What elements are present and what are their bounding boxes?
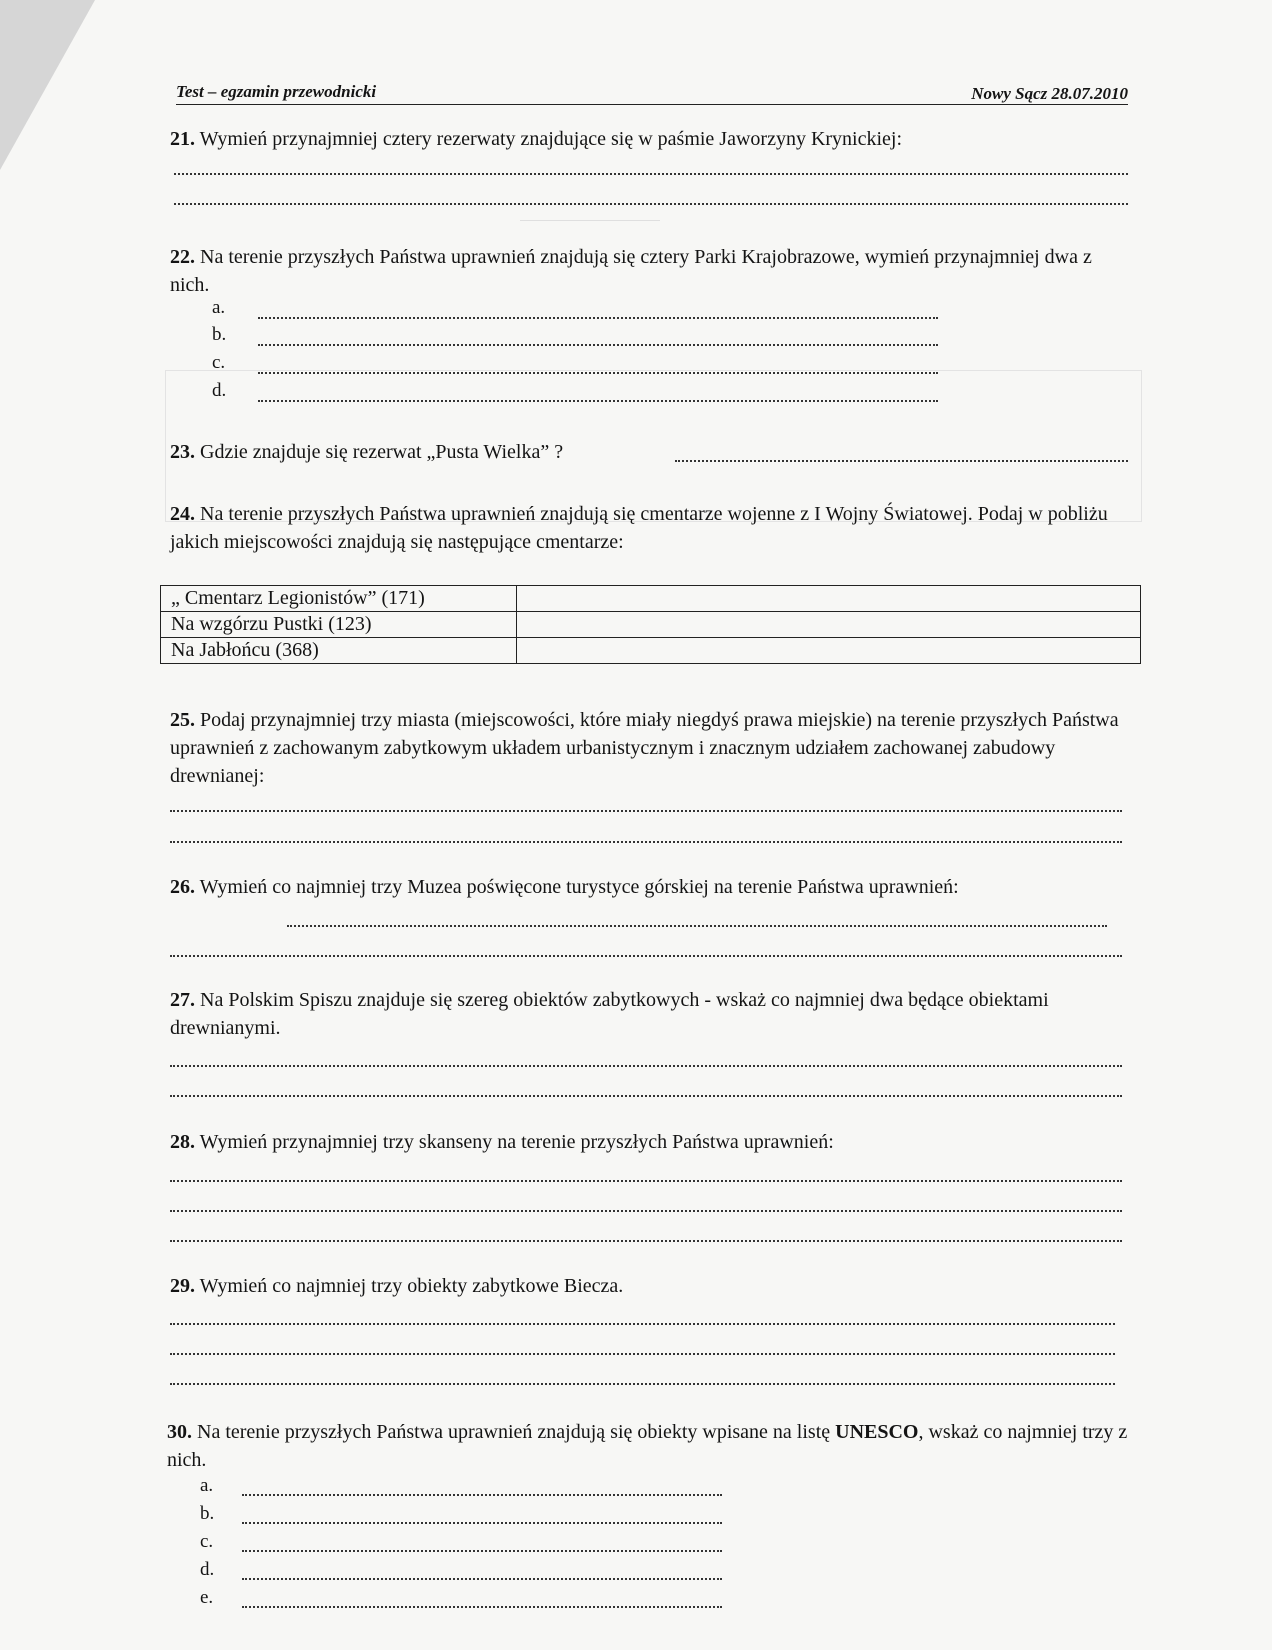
question-29 [170, 1272, 1130, 1300]
cemetery-name: Na wzgórzu Pustki (123) [161, 612, 517, 638]
cemetery-name: „ Cmentarz Legionistów” (171) [161, 586, 517, 612]
answer-line[interactable] [258, 307, 938, 319]
option-label: d. [212, 380, 227, 401]
answer-line[interactable] [258, 390, 938, 402]
header-title: Test – egzamin przewodnicki [176, 82, 377, 101]
option-label: a. [200, 1475, 214, 1496]
answer-line[interactable] [170, 945, 1122, 957]
question-number: 28. [170, 1131, 195, 1153]
answer-line[interactable] [170, 1055, 1122, 1067]
question-27 [170, 986, 1130, 1042]
cemetery-name: Na Jabłońcu (368) [161, 638, 517, 664]
question-text: Wymień przynajmniej trzy skanseny na terenie przyszłych Państwa uprawnień: [199, 1131, 834, 1153]
question-text: Na terenie przyszłych Państwa uprawnień znajdują się cmentarze wojenne z I Wojny Światowej. Podaj w pobliżu jakich miejscowości znajdują się następujące cmentarze: [170, 503, 1108, 553]
page-header [176, 78, 1128, 105]
answer-line[interactable] [170, 831, 1122, 843]
question-number: 25. [170, 709, 195, 731]
table-row [161, 586, 1141, 612]
answer-line[interactable] [174, 193, 1128, 205]
question-number: 22. [170, 246, 195, 268]
cemetery-table [160, 585, 1141, 664]
question-text-tail: , wskaż co najmniej trzy z nich. [167, 1421, 1128, 1471]
question-number: 24. [170, 503, 195, 525]
question-text: Na terenie przyszłych Państwa uprawnień znajdują się cztery Parki Krajobrazowe, wymień przynajmniej dwa z nich. [170, 246, 1092, 296]
answer-line[interactable] [170, 1170, 1122, 1182]
answer-line[interactable] [170, 1230, 1122, 1242]
answer-line[interactable] [242, 1484, 722, 1496]
option-label: c. [200, 1531, 214, 1552]
option-label: d. [200, 1559, 215, 1580]
option-label: b. [200, 1503, 215, 1524]
answer-line[interactable] [242, 1540, 722, 1552]
question-text: Wymień co najmniej trzy Muzea poświęcone turystyce górskiej na terenie Państwa uprawnień: [199, 876, 959, 898]
question-30 [167, 1418, 1130, 1474]
question-23 [170, 438, 690, 466]
answer-line[interactable] [170, 1085, 1122, 1097]
answer-line[interactable] [258, 334, 938, 346]
answer-line[interactable] [170, 800, 1122, 812]
option-label: c. [212, 352, 226, 373]
question-number: 27. [170, 989, 195, 1011]
question-22 [170, 243, 1130, 299]
cemetery-answer-cell[interactable] [517, 638, 1141, 664]
question-26 [170, 873, 1130, 901]
bleed-through [520, 220, 660, 223]
answer-line[interactable] [675, 450, 1128, 462]
folded-corner [0, 0, 95, 170]
question-25 [170, 706, 1130, 790]
question-28 [170, 1128, 1130, 1156]
question-21 [170, 125, 1130, 153]
question-number: 29. [170, 1275, 195, 1297]
answer-line[interactable] [258, 362, 938, 374]
table-row [161, 612, 1141, 638]
question-text: Na Polskim Spiszu znajduje się szereg obiektów zabytkowych - wskaż co najmniej dwa będące obiektami drewnianymi. [170, 989, 1049, 1039]
question-text: Wymień co najmniej trzy obiekty zabytkowe Biecza. [199, 1275, 624, 1297]
table-row [161, 638, 1141, 664]
question-text: Na terenie przyszłych Państwa uprawnień znajdują się obiekty wpisane na listę [197, 1421, 831, 1443]
question-number: 21. [170, 128, 195, 150]
option-label: e. [200, 1587, 214, 1608]
question-number: 26. [170, 876, 195, 898]
cemetery-answer-cell[interactable] [517, 586, 1141, 612]
header-place-date: Nowy Sącz 28.07.2010 [971, 84, 1128, 103]
question-number: 23. [170, 441, 195, 463]
question-24 [170, 500, 1130, 556]
question-text: Gdzie znajduje się rezerwat „Pusta Wielka” ? [200, 441, 564, 463]
answer-line[interactable] [170, 1343, 1115, 1355]
answer-line[interactable] [242, 1512, 722, 1524]
cemetery-answer-cell[interactable] [517, 612, 1141, 638]
answer-line[interactable] [170, 1373, 1115, 1385]
answer-line[interactable] [242, 1568, 722, 1580]
question-text: Wymień przynajmniej cztery rezerwaty znajdujące się w paśmie Jaworzyny Krynickiej: [199, 128, 903, 150]
answer-line[interactable] [242, 1596, 722, 1608]
option-label: b. [212, 324, 227, 345]
answer-line[interactable] [170, 1313, 1115, 1325]
answer-line[interactable] [174, 163, 1128, 175]
unesco-label: UNESCO [835, 1421, 919, 1443]
answer-line[interactable] [287, 915, 1107, 927]
question-number: 30. [167, 1421, 192, 1443]
question-text: Podaj przynajmniej trzy miasta (miejscowości, które miały niegdyś prawa miejskie) na terenie przyszłych Państwa uprawnień z zachowanym zabytkowym układem urbanistycznym i znacznym udziałem zachowanej zabudowy drewnianej: [170, 709, 1119, 787]
option-label: a. [212, 297, 226, 318]
answer-line[interactable] [170, 1200, 1122, 1212]
